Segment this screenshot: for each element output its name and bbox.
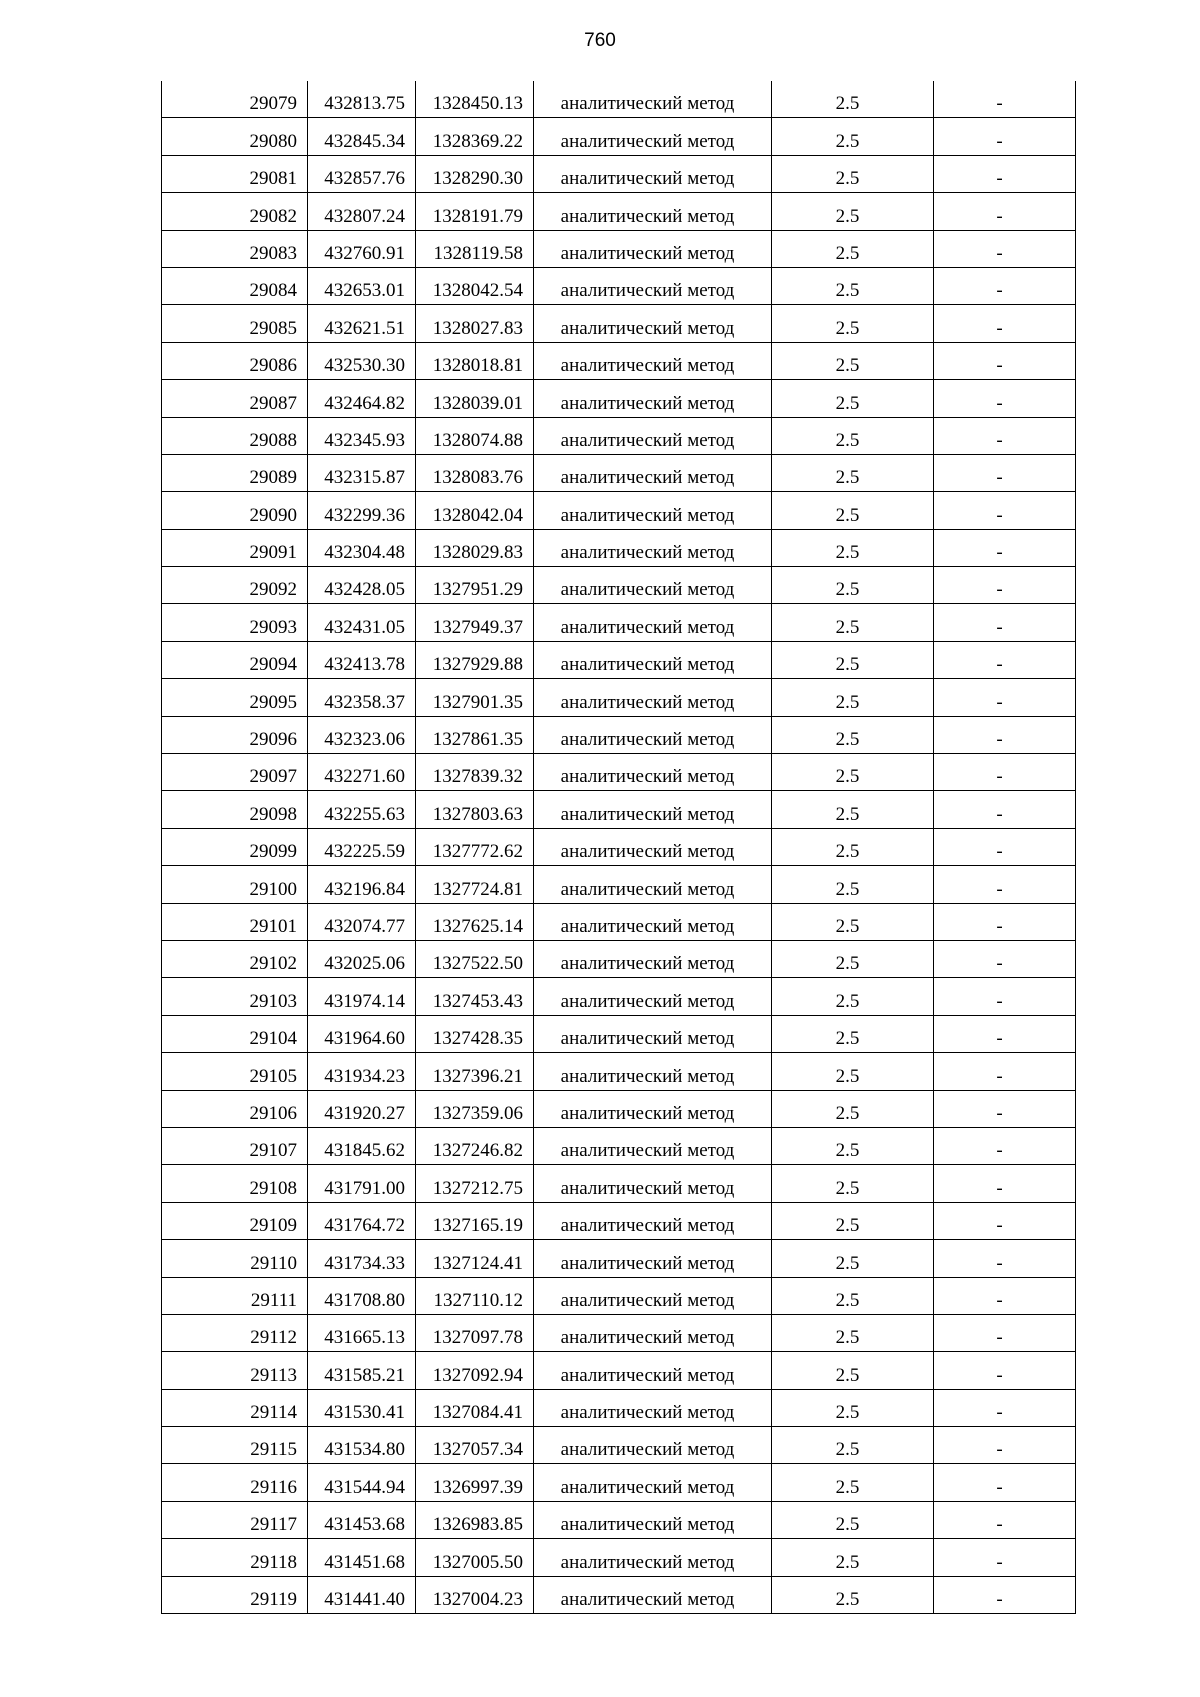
description-cell: -: [934, 1576, 1076, 1613]
description-cell: -: [934, 118, 1076, 155]
method-cell: аналитический метод: [534, 1576, 772, 1613]
point-number-cell: 29096: [162, 716, 308, 753]
accuracy-cell: 2.5: [772, 1090, 934, 1127]
table-row: [162, 903, 1076, 940]
table-row: [162, 380, 1076, 417]
point-number-cell: 29093: [162, 604, 308, 641]
description-cell: -: [934, 230, 1076, 267]
method-cell: аналитический метод: [534, 305, 772, 342]
description-cell: -: [934, 1427, 1076, 1464]
table-row: [162, 1352, 1076, 1389]
point-number-cell: 29085: [162, 305, 308, 342]
x-coordinate-cell: 432025.06: [308, 940, 416, 977]
y-coordinate-cell: 1327839.32: [416, 754, 534, 791]
x-coordinate-cell: 431544.94: [308, 1464, 416, 1501]
description-cell: -: [934, 380, 1076, 417]
x-coordinate-cell: 431665.13: [308, 1314, 416, 1351]
x-coordinate-cell: 431920.27: [308, 1090, 416, 1127]
table-row: [162, 118, 1076, 155]
y-coordinate-cell: 1327212.75: [416, 1165, 534, 1202]
method-cell: аналитический метод: [534, 1165, 772, 1202]
method-cell: аналитический метод: [534, 1015, 772, 1052]
point-number-cell: 29082: [162, 193, 308, 230]
description-cell: -: [934, 604, 1076, 641]
x-coordinate-cell: 432304.48: [308, 529, 416, 566]
description-cell: -: [934, 193, 1076, 230]
table-row: [162, 866, 1076, 903]
method-cell: аналитический метод: [534, 1389, 772, 1426]
table-row: [162, 641, 1076, 678]
y-coordinate-cell: 1327057.34: [416, 1427, 534, 1464]
description-cell: -: [934, 454, 1076, 491]
method-cell: аналитический метод: [534, 1464, 772, 1501]
method-cell: аналитический метод: [534, 267, 772, 304]
table-row: [162, 454, 1076, 491]
y-coordinate-cell: 1328119.58: [416, 230, 534, 267]
description-cell: -: [934, 1389, 1076, 1426]
method-cell: аналитический метод: [534, 1427, 772, 1464]
accuracy-cell: 2.5: [772, 454, 934, 491]
table-row: [162, 1277, 1076, 1314]
x-coordinate-cell: 431764.72: [308, 1202, 416, 1239]
accuracy-cell: 2.5: [772, 529, 934, 566]
description-cell: -: [934, 492, 1076, 529]
point-number-cell: 29080: [162, 118, 308, 155]
table-row: [162, 1576, 1076, 1613]
accuracy-cell: 2.5: [772, 754, 934, 791]
y-coordinate-cell: 1327453.43: [416, 978, 534, 1015]
table-row: [162, 1427, 1076, 1464]
y-coordinate-cell: 1327772.62: [416, 828, 534, 865]
accuracy-cell: 2.5: [772, 1464, 934, 1501]
y-coordinate-cell: 1327861.35: [416, 716, 534, 753]
point-number-cell: 29079: [162, 81, 308, 118]
point-number-cell: 29119: [162, 1576, 308, 1613]
point-number-cell: 29086: [162, 342, 308, 379]
accuracy-cell: 2.5: [772, 342, 934, 379]
point-number-cell: 29116: [162, 1464, 308, 1501]
accuracy-cell: 2.5: [772, 1127, 934, 1164]
point-number-cell: 29109: [162, 1202, 308, 1239]
x-coordinate-cell: 431530.41: [308, 1389, 416, 1426]
point-number-cell: 29112: [162, 1314, 308, 1351]
y-coordinate-cell: 1328029.83: [416, 529, 534, 566]
y-coordinate-cell: 1328191.79: [416, 193, 534, 230]
x-coordinate-cell: 432530.30: [308, 342, 416, 379]
table-row: [162, 230, 1076, 267]
method-cell: аналитический метод: [534, 118, 772, 155]
y-coordinate-cell: 1327428.35: [416, 1015, 534, 1052]
x-coordinate-cell: 432315.87: [308, 454, 416, 491]
y-coordinate-cell: 1327246.82: [416, 1127, 534, 1164]
y-coordinate-cell: 1327084.41: [416, 1389, 534, 1426]
description-cell: -: [934, 1090, 1076, 1127]
accuracy-cell: 2.5: [772, 305, 934, 342]
point-number-cell: 29091: [162, 529, 308, 566]
method-cell: аналитический метод: [534, 828, 772, 865]
table-row: [162, 342, 1076, 379]
x-coordinate-cell: 432760.91: [308, 230, 416, 267]
y-coordinate-cell: 1327092.94: [416, 1352, 534, 1389]
y-coordinate-cell: 1327097.78: [416, 1314, 534, 1351]
accuracy-cell: 2.5: [772, 940, 934, 977]
point-number-cell: 29094: [162, 641, 308, 678]
point-number-cell: 29088: [162, 417, 308, 454]
table-row: [162, 81, 1076, 118]
description-cell: -: [934, 1464, 1076, 1501]
method-cell: аналитический метод: [534, 492, 772, 529]
x-coordinate-cell: 432255.63: [308, 791, 416, 828]
method-cell: аналитический метод: [534, 1127, 772, 1164]
table-row: [162, 940, 1076, 977]
accuracy-cell: 2.5: [772, 1202, 934, 1239]
point-number-cell: 29101: [162, 903, 308, 940]
method-cell: аналитический метод: [534, 1053, 772, 1090]
point-number-cell: 29115: [162, 1427, 308, 1464]
table-row: [162, 1127, 1076, 1164]
x-coordinate-cell: 432653.01: [308, 267, 416, 304]
method-cell: аналитический метод: [534, 641, 772, 678]
method-cell: аналитический метод: [534, 1240, 772, 1277]
accuracy-cell: 2.5: [772, 978, 934, 1015]
coordinates-table-body: [162, 81, 1076, 1614]
method-cell: аналитический метод: [534, 342, 772, 379]
method-cell: аналитический метод: [534, 567, 772, 604]
y-coordinate-cell: 1328369.22: [416, 118, 534, 155]
y-coordinate-cell: 1327165.19: [416, 1202, 534, 1239]
method-cell: аналитический метод: [534, 791, 772, 828]
y-coordinate-cell: 1327396.21: [416, 1053, 534, 1090]
x-coordinate-cell: 432271.60: [308, 754, 416, 791]
accuracy-cell: 2.5: [772, 492, 934, 529]
coordinates-table: [161, 81, 1076, 1614]
point-number-cell: 29104: [162, 1015, 308, 1052]
method-cell: аналитический метод: [534, 754, 772, 791]
x-coordinate-cell: 432225.59: [308, 828, 416, 865]
table-row: [162, 754, 1076, 791]
method-cell: аналитический метод: [534, 155, 772, 192]
point-number-cell: 29110: [162, 1240, 308, 1277]
method-cell: аналитический метод: [534, 1539, 772, 1576]
table-row: [162, 417, 1076, 454]
description-cell: -: [934, 828, 1076, 865]
y-coordinate-cell: 1327803.63: [416, 791, 534, 828]
method-cell: аналитический метод: [534, 1501, 772, 1538]
description-cell: -: [934, 1539, 1076, 1576]
y-coordinate-cell: 1328018.81: [416, 342, 534, 379]
description-cell: -: [934, 1165, 1076, 1202]
y-coordinate-cell: 1326983.85: [416, 1501, 534, 1538]
table-row: [162, 1464, 1076, 1501]
y-coordinate-cell: 1328042.54: [416, 267, 534, 304]
table-row: [162, 155, 1076, 192]
method-cell: аналитический метод: [534, 1090, 772, 1127]
y-coordinate-cell: 1326997.39: [416, 1464, 534, 1501]
accuracy-cell: 2.5: [772, 716, 934, 753]
point-number-cell: 29087: [162, 380, 308, 417]
table-row: [162, 1501, 1076, 1538]
x-coordinate-cell: 432621.51: [308, 305, 416, 342]
x-coordinate-cell: 431791.00: [308, 1165, 416, 1202]
table-row: [162, 1202, 1076, 1239]
x-coordinate-cell: 432345.93: [308, 417, 416, 454]
x-coordinate-cell: 432431.05: [308, 604, 416, 641]
method-cell: аналитический метод: [534, 978, 772, 1015]
y-coordinate-cell: 1327004.23: [416, 1576, 534, 1613]
accuracy-cell: 2.5: [772, 1389, 934, 1426]
accuracy-cell: 2.5: [772, 417, 934, 454]
description-cell: -: [934, 567, 1076, 604]
accuracy-cell: 2.5: [772, 1576, 934, 1613]
x-coordinate-cell: 431453.68: [308, 1501, 416, 1538]
description-cell: -: [934, 1202, 1076, 1239]
y-coordinate-cell: 1328042.04: [416, 492, 534, 529]
description-cell: -: [934, 1240, 1076, 1277]
accuracy-cell: 2.5: [772, 604, 934, 641]
accuracy-cell: 2.5: [772, 1427, 934, 1464]
accuracy-cell: 2.5: [772, 155, 934, 192]
description-cell: -: [934, 1015, 1076, 1052]
y-coordinate-cell: 1327522.50: [416, 940, 534, 977]
method-cell: аналитический метод: [534, 230, 772, 267]
point-number-cell: 29117: [162, 1501, 308, 1538]
x-coordinate-cell: 431964.60: [308, 1015, 416, 1052]
point-number-cell: 29081: [162, 155, 308, 192]
page-number: 760: [584, 30, 616, 51]
y-coordinate-cell: 1327005.50: [416, 1539, 534, 1576]
description-cell: -: [934, 679, 1076, 716]
description-cell: -: [934, 940, 1076, 977]
accuracy-cell: 2.5: [772, 1277, 934, 1314]
method-cell: аналитический метод: [534, 679, 772, 716]
x-coordinate-cell: 432358.37: [308, 679, 416, 716]
point-number-cell: 29105: [162, 1053, 308, 1090]
point-number-cell: 29107: [162, 1127, 308, 1164]
x-coordinate-cell: 431534.80: [308, 1427, 416, 1464]
accuracy-cell: 2.5: [772, 230, 934, 267]
point-number-cell: 29103: [162, 978, 308, 1015]
description-cell: -: [934, 305, 1076, 342]
y-coordinate-cell: 1328027.83: [416, 305, 534, 342]
method-cell: аналитический метод: [534, 716, 772, 753]
method-cell: аналитический метод: [534, 454, 772, 491]
table-row: [162, 1015, 1076, 1052]
point-number-cell: 29089: [162, 454, 308, 491]
table-row: [162, 604, 1076, 641]
description-cell: -: [934, 529, 1076, 566]
table-row: [162, 267, 1076, 304]
table-row: [162, 791, 1076, 828]
y-coordinate-cell: 1327124.41: [416, 1240, 534, 1277]
description-cell: -: [934, 1501, 1076, 1538]
accuracy-cell: 2.5: [772, 866, 934, 903]
y-coordinate-cell: 1328450.13: [416, 81, 534, 118]
point-number-cell: 29102: [162, 940, 308, 977]
description-cell: -: [934, 791, 1076, 828]
table-row: [162, 1539, 1076, 1576]
y-coordinate-cell: 1327949.37: [416, 604, 534, 641]
x-coordinate-cell: 432413.78: [308, 641, 416, 678]
x-coordinate-cell: 431451.68: [308, 1539, 416, 1576]
point-number-cell: 29118: [162, 1539, 308, 1576]
table-row: [162, 1240, 1076, 1277]
y-coordinate-cell: 1328083.76: [416, 454, 534, 491]
x-coordinate-cell: 432323.06: [308, 716, 416, 753]
description-cell: -: [934, 417, 1076, 454]
table-row: [162, 529, 1076, 566]
table-row: [162, 1165, 1076, 1202]
accuracy-cell: 2.5: [772, 1352, 934, 1389]
accuracy-cell: 2.5: [772, 1015, 934, 1052]
method-cell: аналитический метод: [534, 1202, 772, 1239]
method-cell: аналитический метод: [534, 1352, 772, 1389]
x-coordinate-cell: 432074.77: [308, 903, 416, 940]
point-number-cell: 29095: [162, 679, 308, 716]
accuracy-cell: 2.5: [772, 1314, 934, 1351]
point-number-cell: 29106: [162, 1090, 308, 1127]
method-cell: аналитический метод: [534, 1314, 772, 1351]
x-coordinate-cell: 431934.23: [308, 1053, 416, 1090]
description-cell: -: [934, 641, 1076, 678]
table-row: [162, 679, 1076, 716]
accuracy-cell: 2.5: [772, 81, 934, 118]
method-cell: аналитический метод: [534, 193, 772, 230]
accuracy-cell: 2.5: [772, 1501, 934, 1538]
accuracy-cell: 2.5: [772, 1539, 934, 1576]
description-cell: -: [934, 1053, 1076, 1090]
table-row: [162, 492, 1076, 529]
description-cell: -: [934, 81, 1076, 118]
description-cell: -: [934, 342, 1076, 379]
x-coordinate-cell: 432428.05: [308, 567, 416, 604]
accuracy-cell: 2.5: [772, 267, 934, 304]
x-coordinate-cell: 431585.21: [308, 1352, 416, 1389]
point-number-cell: 29098: [162, 791, 308, 828]
method-cell: аналитический метод: [534, 604, 772, 641]
y-coordinate-cell: 1327901.35: [416, 679, 534, 716]
point-number-cell: 29100: [162, 866, 308, 903]
y-coordinate-cell: 1327929.88: [416, 641, 534, 678]
table-row: [162, 978, 1076, 1015]
point-number-cell: 29113: [162, 1352, 308, 1389]
point-number-cell: 29114: [162, 1389, 308, 1426]
table-row: [162, 828, 1076, 865]
y-coordinate-cell: 1327110.12: [416, 1277, 534, 1314]
point-number-cell: 29099: [162, 828, 308, 865]
x-coordinate-cell: 432845.34: [308, 118, 416, 155]
x-coordinate-cell: 432813.75: [308, 81, 416, 118]
description-cell: -: [934, 1127, 1076, 1164]
y-coordinate-cell: 1328074.88: [416, 417, 534, 454]
description-cell: -: [934, 1277, 1076, 1314]
x-coordinate-cell: 431708.80: [308, 1277, 416, 1314]
description-cell: -: [934, 1314, 1076, 1351]
y-coordinate-cell: 1327625.14: [416, 903, 534, 940]
x-coordinate-cell: 432299.36: [308, 492, 416, 529]
method-cell: аналитический метод: [534, 380, 772, 417]
description-cell: -: [934, 716, 1076, 753]
accuracy-cell: 2.5: [772, 1165, 934, 1202]
table-row: [162, 305, 1076, 342]
description-cell: -: [934, 978, 1076, 1015]
x-coordinate-cell: 431734.33: [308, 1240, 416, 1277]
point-number-cell: 29108: [162, 1165, 308, 1202]
x-coordinate-cell: 431441.40: [308, 1576, 416, 1613]
table-row: [162, 1053, 1076, 1090]
method-cell: аналитический метод: [534, 940, 772, 977]
method-cell: аналитический метод: [534, 1277, 772, 1314]
table-row: [162, 567, 1076, 604]
method-cell: аналитический метод: [534, 81, 772, 118]
y-coordinate-cell: 1328290.30: [416, 155, 534, 192]
table-row: [162, 1389, 1076, 1426]
table-row: [162, 193, 1076, 230]
accuracy-cell: 2.5: [772, 1053, 934, 1090]
y-coordinate-cell: 1327951.29: [416, 567, 534, 604]
y-coordinate-cell: 1328039.01: [416, 380, 534, 417]
accuracy-cell: 2.5: [772, 193, 934, 230]
point-number-cell: 29083: [162, 230, 308, 267]
description-cell: -: [934, 754, 1076, 791]
table-row: [162, 716, 1076, 753]
table-row: [162, 1090, 1076, 1127]
method-cell: аналитический метод: [534, 417, 772, 454]
accuracy-cell: 2.5: [772, 791, 934, 828]
point-number-cell: 29084: [162, 267, 308, 304]
accuracy-cell: 2.5: [772, 903, 934, 940]
table-row: [162, 1314, 1076, 1351]
description-cell: -: [934, 903, 1076, 940]
x-coordinate-cell: 432807.24: [308, 193, 416, 230]
x-coordinate-cell: 432857.76: [308, 155, 416, 192]
x-coordinate-cell: 432196.84: [308, 866, 416, 903]
y-coordinate-cell: 1327724.81: [416, 866, 534, 903]
method-cell: аналитический метод: [534, 903, 772, 940]
x-coordinate-cell: 432464.82: [308, 380, 416, 417]
point-number-cell: 29092: [162, 567, 308, 604]
accuracy-cell: 2.5: [772, 828, 934, 865]
x-coordinate-cell: 431974.14: [308, 978, 416, 1015]
accuracy-cell: 2.5: [772, 567, 934, 604]
accuracy-cell: 2.5: [772, 1240, 934, 1277]
method-cell: аналитический метод: [534, 529, 772, 566]
point-number-cell: 29111: [162, 1277, 308, 1314]
accuracy-cell: 2.5: [772, 118, 934, 155]
point-number-cell: 29097: [162, 754, 308, 791]
point-number-cell: 29090: [162, 492, 308, 529]
accuracy-cell: 2.5: [772, 679, 934, 716]
description-cell: -: [934, 866, 1076, 903]
x-coordinate-cell: 431845.62: [308, 1127, 416, 1164]
description-cell: -: [934, 267, 1076, 304]
description-cell: -: [934, 155, 1076, 192]
method-cell: аналитический метод: [534, 866, 772, 903]
accuracy-cell: 2.5: [772, 641, 934, 678]
accuracy-cell: 2.5: [772, 380, 934, 417]
y-coordinate-cell: 1327359.06: [416, 1090, 534, 1127]
description-cell: -: [934, 1352, 1076, 1389]
